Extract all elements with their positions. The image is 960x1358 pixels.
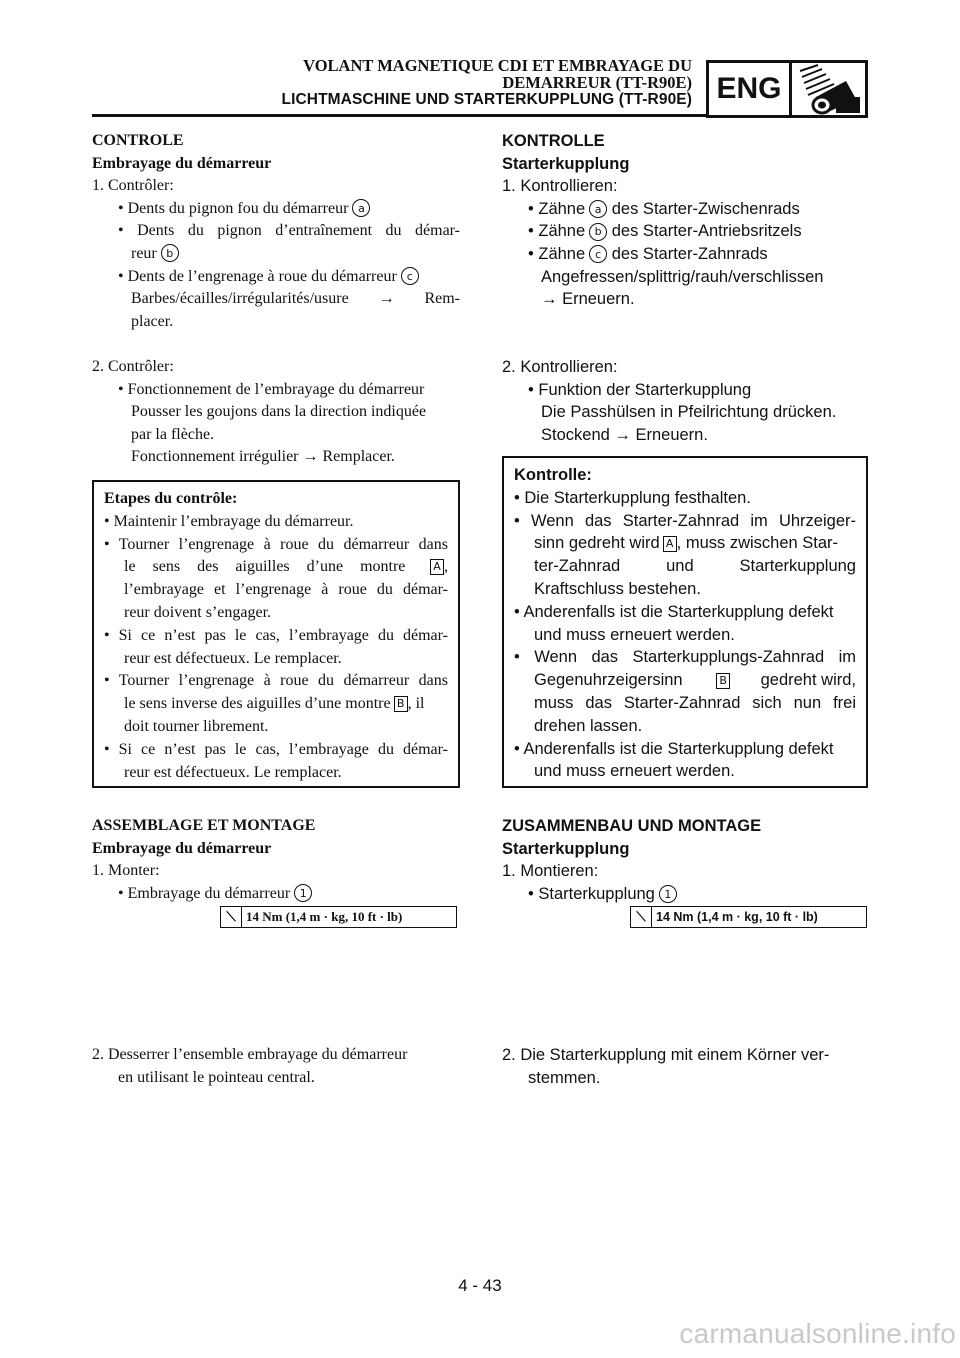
de-text: • Zähne (528, 199, 586, 218)
fr-subtitle-embrayage-2: Embrayage du démarreur (92, 839, 272, 857)
fr-text: • Dents du pignon d’entraînement du démar- (118, 222, 460, 240)
fr-torque-spec (220, 906, 457, 928)
de-box-line: und muss erneuert werden. (534, 762, 735, 781)
de-text: • Wenn das Starterkupplungs-Zahnrad im (514, 648, 856, 667)
fr-text-line: en utilisant le pointeau central. (118, 1068, 315, 1086)
fr-box-line: doit tourner librement. (124, 717, 269, 735)
fr-text-line: Pousser les goujons dans la direction indiquée (131, 403, 427, 421)
torque-divider (651, 907, 652, 927)
torque-wrench-icon: ⟍ (226, 909, 236, 925)
de-text: , muss zwischen Star- (676, 534, 839, 553)
de-box-line (514, 532, 856, 555)
german-column (502, 130, 868, 311)
de-text: • Starterkupplung (528, 884, 655, 903)
german-step-2 (502, 356, 868, 446)
marker-1: 1 (294, 884, 312, 902)
header-rule (92, 114, 708, 117)
german-assembly-step-2 (502, 1044, 868, 1089)
fr-text-line: Fonctionnement irrégulier → Remplacer. (131, 448, 395, 466)
marker-a: a (352, 199, 370, 217)
fr-box-line (104, 739, 448, 762)
french-assembly-step-2 (92, 1044, 460, 1089)
de-box-line: • Anderenfalls ist die Starterkupplung defekt (514, 602, 834, 621)
de-text-line: → Erneuern. (541, 290, 635, 309)
marker-b: b (589, 223, 607, 241)
page-number: 4 - 43 (458, 1276, 502, 1295)
de-box-line: • Die Starterkupplung festhalten. (514, 488, 751, 507)
fr-text-line: placer. (131, 312, 174, 330)
french-column (92, 130, 460, 333)
fr-step-1: 1. Contrôler: (92, 177, 174, 195)
de-box-line (514, 555, 856, 578)
de-text: sinn gedreht wird (534, 534, 660, 553)
marker-1: 1 (659, 885, 677, 903)
de-box-line (514, 646, 856, 669)
fr-box-line: reur est défectueux. Le remplacer. (124, 763, 342, 781)
de-bullet-line (502, 198, 868, 221)
marker-c: c (401, 267, 419, 285)
fr-text: • Dents de l’engrenage à roue du démarreur (118, 267, 397, 285)
fr-box-line: reur doivent s’engager. (124, 603, 272, 621)
de-section-title-kontrolle: KONTROLLE (502, 132, 605, 150)
fr-text: • Si ce n’est pas le cas, l’embrayage du démar- (104, 626, 448, 644)
fr-subtitle-embrayage: Embrayage du démarreur (92, 154, 272, 172)
de-torque-spec (630, 906, 867, 928)
fr-bullet-line (92, 288, 460, 311)
fr-text: • Embrayage du démarreur (118, 884, 291, 902)
de-text-line: Die Passhülsen in Pfeilrichtung drücken. (541, 403, 837, 422)
marker-b: b (161, 244, 179, 262)
fr-box-title: Etapes du contrôle: (104, 490, 238, 507)
marker-B: B (716, 673, 730, 689)
de-box-line: und muss erneuert werden. (534, 625, 735, 644)
fr-text-line: • Fonctionnement de l’embrayage du démarreur (118, 380, 425, 398)
de-assembly-step-1: 1. Montieren: (502, 862, 599, 881)
marker-a: a (589, 200, 607, 218)
de-box-line (514, 510, 856, 533)
fr-assembly-step-1: 1. Monter: (92, 862, 160, 880)
fr-text: • Tourner l’engrenage à roue du démarreur dans (104, 535, 448, 553)
fr-bullet-line (92, 266, 460, 289)
fr-box-line (104, 693, 448, 716)
marker-B: B (394, 696, 408, 712)
fr-text: reur (131, 244, 157, 262)
fr-box-line: le sens des aiguilles d’une montre A , (104, 556, 448, 579)
de-box-line: • Anderenfalls ist die Starterkupplung defekt (514, 739, 834, 758)
german-assembly (502, 815, 868, 905)
fr-text: le sens inverse des aiguilles d’une montre (124, 695, 391, 713)
header-title-de: LICHTMASCHINE UND STARTERKUPPLUNG (TT-R90E) (281, 91, 692, 108)
fr-text: le sens des aiguilles d’une montre (124, 558, 406, 576)
de-box-line (514, 692, 856, 715)
fr-text: l’embrayage et l’engrenage à roue du démar- (124, 581, 448, 599)
de-text: des Starter-Zahnrads (611, 244, 768, 263)
fr-check-steps-box (92, 480, 460, 788)
de-text: • Zähne (528, 244, 586, 263)
de-bullet-line (502, 243, 868, 266)
fr-text-line (92, 883, 460, 906)
french-assembly (92, 815, 460, 905)
fr-text-line: par la flèche. (131, 425, 215, 443)
de-bullet-line (502, 220, 868, 243)
torque-divider (241, 907, 242, 927)
watermark: carmanualsonline.info (679, 1318, 956, 1349)
fr-text: • Si ce n’est pas le cas, l’embrayage du démar- (104, 740, 448, 758)
engine-wrench-icon (792, 60, 868, 118)
de-text-line: • Funktion der Starterkupplung (528, 380, 752, 399)
de-box-line (514, 669, 856, 692)
fr-box-line: reur est défectueux. Le remplacer. (124, 649, 342, 667)
de-step-2: 2. Kontrollieren: (502, 358, 618, 376)
de-text: gedreht wird, (760, 671, 856, 690)
fr-step-2: 2. Contrôler: (92, 358, 174, 375)
fr-bullet-line (92, 243, 460, 266)
de-text: des Starter-Zwischenrads (611, 199, 800, 218)
de-box-line: drehen lassen. (534, 716, 643, 735)
de-text-line: stemmen. (528, 1068, 601, 1087)
de-check-box (502, 456, 868, 788)
marker-c: c (589, 245, 607, 263)
french-step-2 (92, 356, 460, 469)
de-text: • Wenn das Starter-Zahnrad im Uhrzeiger- (514, 511, 856, 530)
header-title-fr-2: DEMARREUR (TT-R90E) (502, 73, 692, 92)
de-section-title-zusammenbau: ZUSAMMENBAU UND MONTAGE (502, 817, 762, 835)
fr-text: • Tourner l’engrenage à roue du démarreur dans (104, 672, 448, 690)
de-text: Gegenuhrzeigersinn (534, 671, 683, 690)
de-text-line: 2. Die Starterkupplung mit einem Körner ver- (502, 1046, 830, 1064)
de-subtitle-starterkupplung-2: Starterkupplung (502, 839, 630, 858)
fr-box-line: • Maintenir l’embrayage du démarreur. (104, 512, 354, 530)
fr-torque-value: 14 Nm (1,4 m · kg, 10 ft · lb) (246, 909, 403, 924)
de-text-line (502, 883, 868, 906)
marker-A: A (430, 559, 444, 575)
fr-box-line (104, 534, 448, 557)
de-text-line: Angefressen/splittrig/rauh/verschlissen (541, 267, 824, 286)
fr-text: Barbes/écailles/irrégularités/usure → Rem- (131, 290, 460, 308)
fr-bullet-line (92, 198, 460, 221)
marker-A: A (663, 536, 677, 552)
de-text-line: Stockend → Erneuern. (541, 425, 708, 444)
fr-box-line (104, 625, 448, 648)
fr-section-title-controle: CONTROLE (92, 132, 184, 149)
fr-box-line (104, 670, 448, 693)
header-title-fr-1: VOLANT MAGNETIQUE CDI ET EMBRAYAGE DU (303, 56, 692, 75)
de-text: muss das Starter-Zahnrad sich nun frei (534, 693, 856, 712)
de-box-line: Kraftschluss bestehen. (534, 579, 701, 598)
fr-text-line: 2. Desserrer l’ensemble embrayage du démarreur (92, 1046, 408, 1063)
de-subtitle-starterkupplung: Starterkupplung (502, 154, 630, 173)
torque-wrench-icon: ⟍ (636, 909, 646, 925)
fr-bullet-line (92, 220, 460, 243)
de-step-1: 1. Kontrollieren: (502, 177, 618, 196)
language-badge: ENG (706, 60, 792, 118)
fr-section-title-assemblage: ASSEMBLAGE ET MONTAGE (92, 817, 316, 834)
fr-text: , il (407, 695, 425, 713)
fr-text: • Dents du pignon fou du démarreur (118, 199, 349, 217)
de-text: ter-Zahnrad und Starterkupplung (534, 557, 856, 576)
de-text: • Zähne (528, 222, 586, 241)
de-text: des Starter-Antriebsritzels (611, 222, 802, 241)
de-torque-value: 14 Nm (1,4 m · kg, 10 ft · lb) (656, 910, 818, 924)
fr-box-line (104, 579, 448, 602)
de-box-title: Kontrolle: (514, 466, 592, 484)
